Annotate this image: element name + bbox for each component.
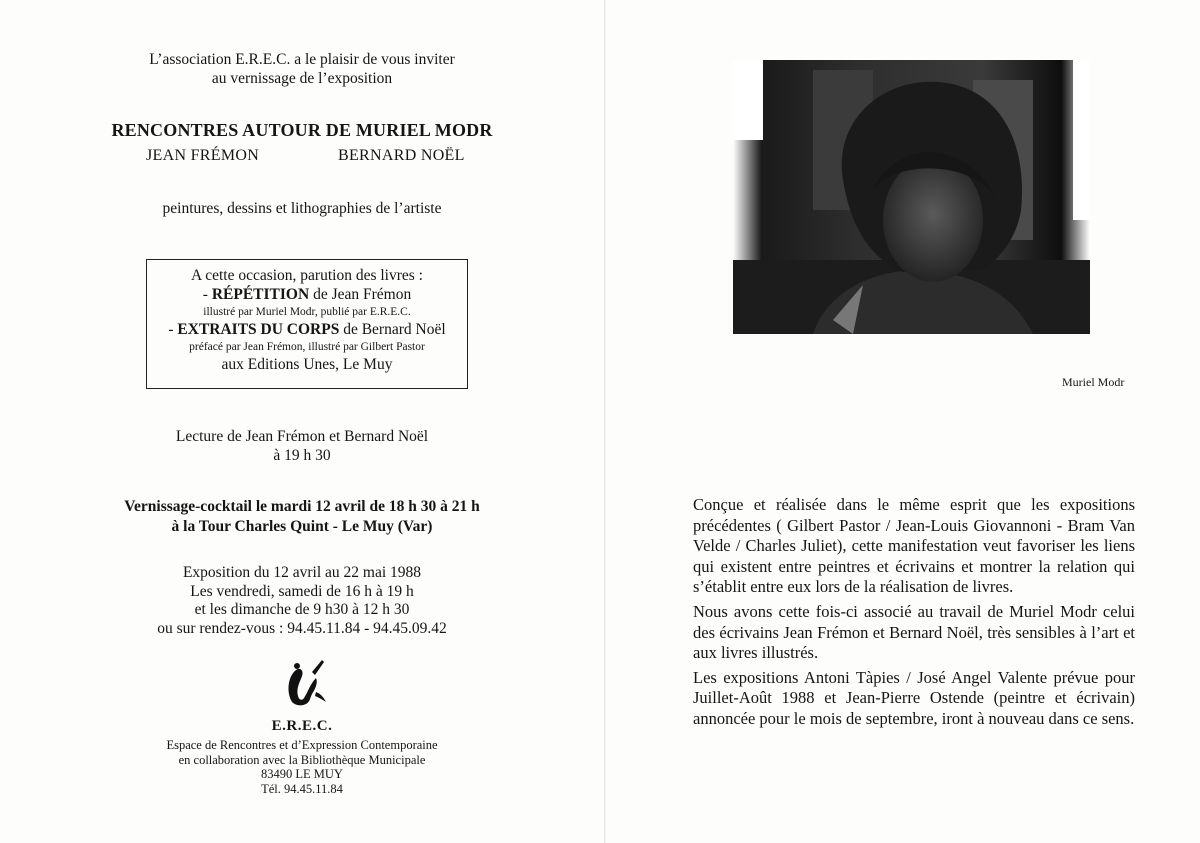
expo-line-1: Exposition du 12 avril au 22 mai 1988 (182, 564, 422, 581)
reading-announcement (0, 427, 604, 465)
paragraph-3: Les expositions Antoni Tàpies / José Angel Valente prévue pour Juillet-Août 1988 et Jean-Pierre Ostende (peintre et écrivain) annoncée pour le mois de septembre, iront à nouveau dans ce sens. (693, 667, 1135, 728)
author-bernard-noel: BERNARD NOËL (338, 147, 465, 164)
publications-intro: A cette occasion, parution des livres : (190, 267, 423, 284)
vernissage-line-1: Vernissage-cocktail le mardi 12 avril de 18 h 30 à 21 h (124, 498, 480, 515)
expo-line-3: et les dimanche de 9 h30 à 12 h 30 (194, 601, 410, 618)
book-repetition-title: RÉPÉTITION (211, 286, 310, 303)
paragraph-1: Conçue et réalisée dans le même esprit que les expositions précédentes ( Gilbert Pastor / Jean-Louis Giovannoni - Bram Van Velde / Charles Juliet), cette manifestation veut favoriser les liens qui existent entre peintres et écrivains et montrer la relation qui s’établit entre eux lors de la réalisation de livres. (693, 495, 1135, 597)
invitation-text (0, 50, 604, 88)
book-repetition-author: de Jean Frémon (309, 286, 412, 303)
book-extraits-author: de Bernard Noël (339, 321, 446, 338)
book-extraits-title: EXTRAITS DU CORPS (177, 321, 340, 338)
portrait-photo (733, 60, 1090, 334)
book-repetition-prefix: - (202, 286, 212, 303)
book-extraits-publisher: aux Editions Unes, Le Muy (221, 356, 393, 373)
photo-caption: Muriel Modr (1062, 375, 1125, 389)
vernissage-line-2: à la Tour Charles Quint - Le Muy (Var) (171, 518, 433, 535)
organization-postcode: 83490 LE MUY (261, 767, 343, 781)
vernissage-details (0, 497, 604, 537)
organization-collaboration: en collaboration avec la Bibliothèque Municipale (178, 752, 426, 767)
book-repetition (147, 285, 467, 304)
exhibition-hours (0, 564, 604, 638)
expo-line-4: ou sur rendez-vous : 94.45.11.84 - 94.45.09.42 (157, 619, 447, 637)
erec-logo-icon (282, 658, 328, 708)
organization-info (0, 738, 604, 796)
book-publications-box (146, 259, 468, 389)
works-description: peintures, dessins et lithographies de l’artiste (162, 200, 442, 217)
reading-line-1: Lecture de Jean Frémon et Bernard Noël (175, 428, 429, 445)
organization-phone: Tél. 94.45.11.84 (261, 781, 343, 796)
presentation-text (693, 495, 1135, 734)
reading-line-2: à 19 h 30 (273, 447, 331, 464)
expo-line-2: Les vendredi, samedi de 16 h à 19 h (190, 582, 414, 600)
book-repetition-credits: illustré par Muriel Modr, publié par E.R.E.C. (203, 306, 411, 318)
invitation-line-2: au vernissage de l’exposition (211, 70, 393, 87)
paragraph-2: Nous avons cette fois-ci associé au travail de Muriel Modr celui des écrivains Jean Frémon et Bernard Noël, très sensibles à l’art et aux livres illustrés. (693, 601, 1135, 663)
author-jean-fremon: JEAN FRÉMON (146, 147, 260, 164)
invitation-line-1: L’association E.R.E.C. a le plaisir de vous inviter (149, 51, 455, 68)
organization-name: E.R.E.C. (271, 718, 333, 734)
exhibition-title: RENCONTRES AUTOUR DE MURIEL MODR (111, 120, 493, 140)
right-page (606, 0, 1200, 843)
organization-full-name: Espace de Rencontres et d’Expression Contemporaine (166, 738, 438, 752)
book-extraits-credits: préfacé par Jean Frémon, illustré par Gilbert Pastor (189, 341, 425, 353)
book-extraits-prefix: - (168, 321, 178, 338)
book-extraits-du-corps (147, 320, 467, 339)
